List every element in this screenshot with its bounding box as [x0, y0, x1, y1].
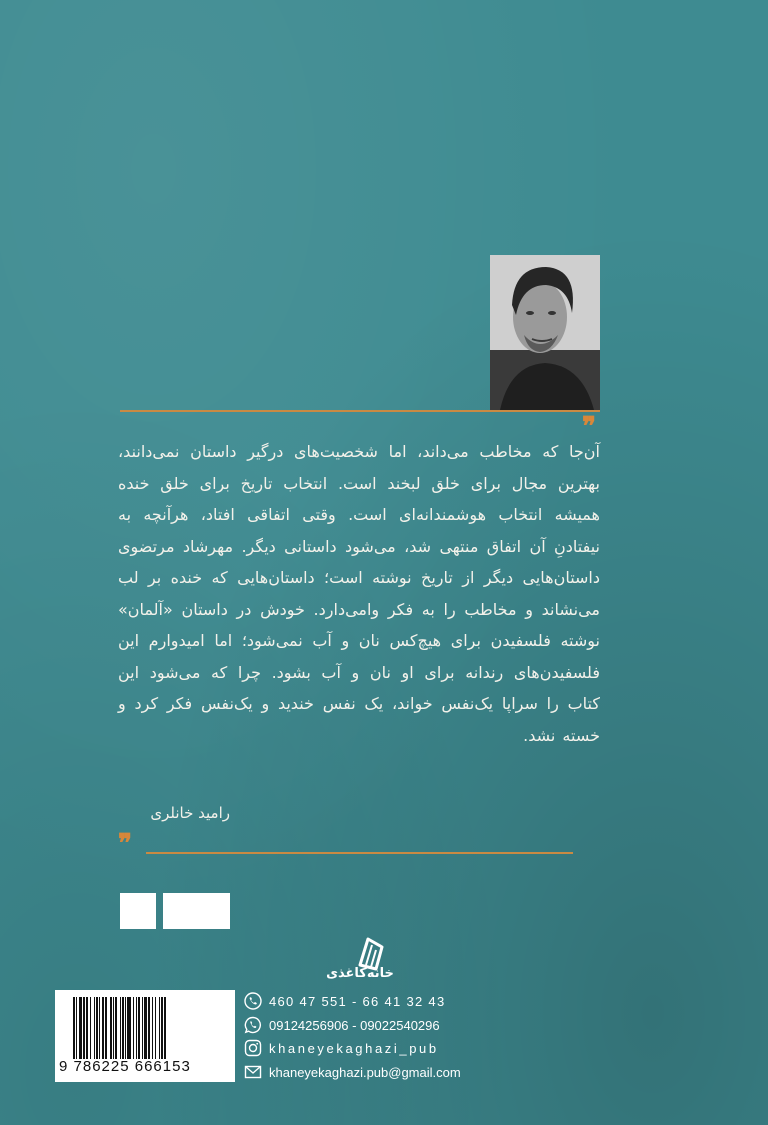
opening-quote-mark: ❞ — [582, 412, 596, 442]
phone-icon — [244, 992, 262, 1010]
isbn-number: 9 786225 666153 — [59, 1058, 191, 1075]
white-label-box-small — [120, 893, 156, 929]
instagram-icon — [244, 1039, 262, 1057]
closing-quote-mark: ❞ — [118, 829, 132, 859]
instagram-handle: khaneyekaghazi_pub — [269, 1040, 439, 1056]
isbn-barcode — [55, 990, 235, 1082]
author-photo — [490, 255, 600, 410]
blurb-text: آن‌جا که مخاطب می‌داند، اما شخصیت‌های درگیر داستان نمی‌دانند، بهترین مجال برای خلق لبخند است. انتخاب تاریخ برای خلق خنده همیشه انتخاب هوشمندانه‌ای است. وقتی اتفاقی افتاد، هرآنچه به نیفتادنِ آن اتفاق منتهی شد، می‌شود داستانی دیگر. مهرشاد مرتضوی داستان‌هایی دیگر از تاریخ نوشته است؛ داستان‌هایی که خنده بر لب می‌نشاند و مخاطب را به فکر وامی‌دارد. خودش در داستان «آلمان» نوشته فلسفیدن برای هیچ‌کس نان و آب نمی‌شود؛ اما امیدوارم این فلسفیدن‌های رندانه برای او نان و آب بشود. چرا که می‌شود این کتاب را سراپا یک‌نفس خواند، یک نفس خندید و یک‌نفس فکر کرد و خسته نشد. — [118, 442, 600, 745]
bottom-divider-rule — [146, 852, 573, 854]
contact-whatsapp — [244, 1014, 440, 1036]
contact-instagram — [244, 1037, 439, 1059]
email-address: khaneyekaghazi.pub@gmail.com — [269, 1064, 461, 1080]
whatsapp-icon — [244, 1016, 262, 1034]
contact-email — [244, 1061, 461, 1083]
barcode-bars — [73, 997, 223, 1059]
top-divider-rule — [120, 410, 600, 412]
book-house-logo-icon — [338, 935, 398, 991]
whatsapp-numbers: 09124256906 - 09022540296 — [269, 1017, 440, 1033]
white-label-box-wide — [163, 893, 230, 929]
phone-numbers: 460 47 551 - 66 41 32 43 — [269, 993, 446, 1009]
contact-phone — [244, 990, 446, 1012]
mail-icon — [244, 1063, 262, 1081]
publisher-logo-text: خانه‌کاغذی — [326, 966, 394, 981]
blurb-author: رامید خانلری — [150, 804, 230, 822]
